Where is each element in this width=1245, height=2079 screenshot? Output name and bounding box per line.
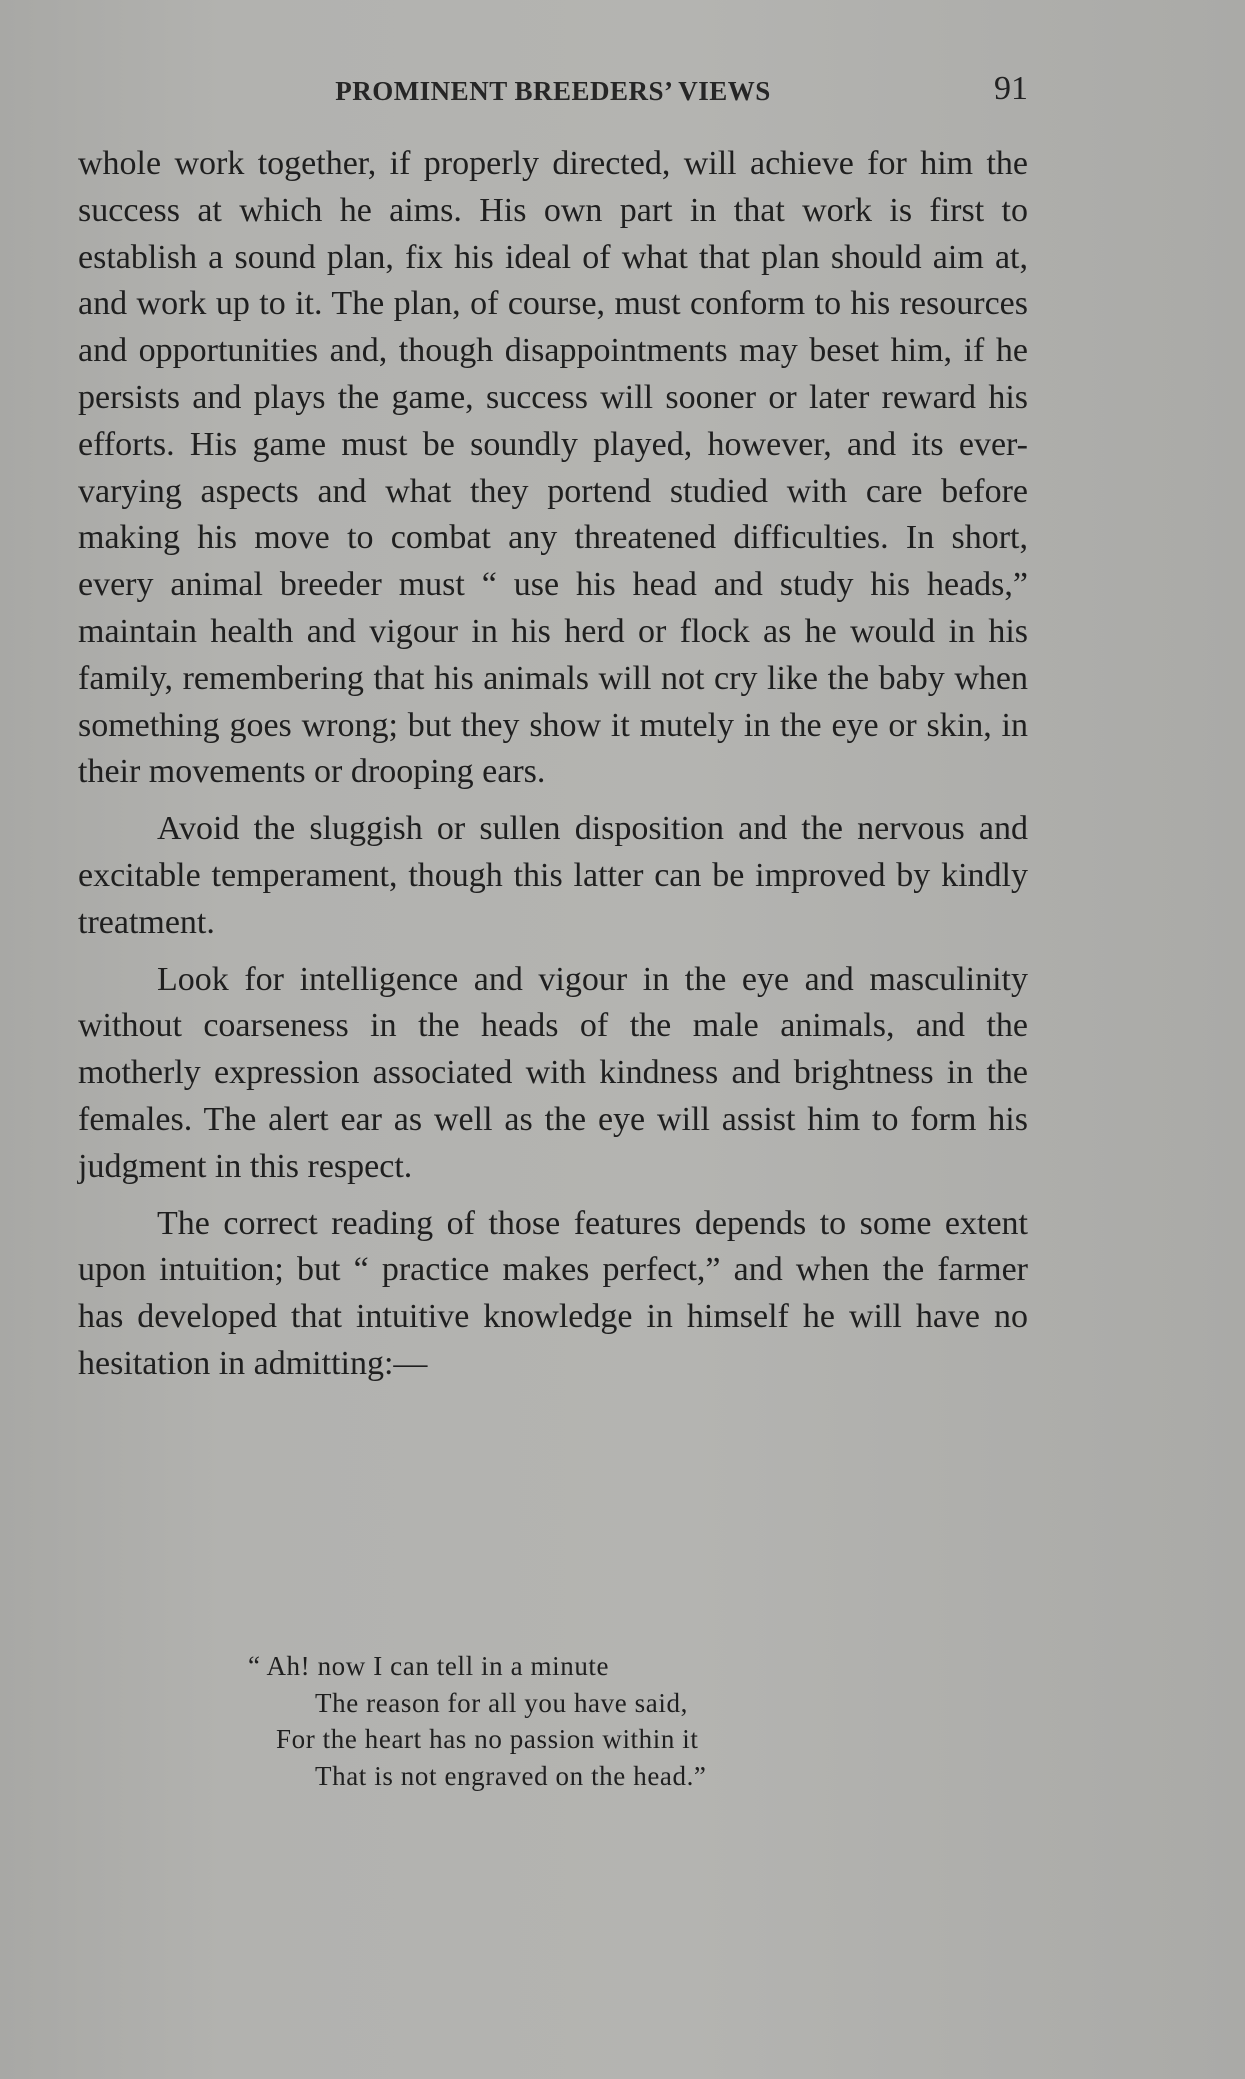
paragraph-disposition: Avoid the sluggish or sullen disposition and the nervous and excitable temperament, though this latter can be improved by kindly treatment. [78, 810, 1028, 941]
verse-line: The reason for all you have said, [315, 1687, 688, 1718]
verse-line: “ Ah! now I can tell in a minute [248, 1651, 610, 1681]
paragraph-continued: whole work together, if properly directed, will achieve for him the success at which he aims. His own part in that work is first to establish a sound plan, fix his ideal of what that plan should aim at, and work up to it. The plan, of course, must conform to his resources and opportunities and, though disappointments may beset him, if he persists and plays the game, success will sooner or later reward his efforts. His game must be soundly played, however, and its ever-varying aspects and what they portend studied with care before making his move to combat any threatened difficulties. In short, every animal breeder must “ use his head and study his heads,” maintain health and vigour in his herd or flock as he would in his family, remembering that his animals will not cry like the baby when something goes wrong; but they show it mutely in the eye or skin, in their movements or drooping ears. [78, 145, 1028, 791]
verse-line: That is not engraved on the head.” [315, 1760, 707, 1791]
running-title: PROMINENT BREEDERS’ VIEWS [335, 76, 771, 106]
body-text [78, 141, 1028, 1388]
running-head [78, 70, 1028, 116]
page-number: 91 [994, 70, 1028, 107]
paragraph-intelligence: Look for intelligence and vigour in the eye and masculinity without coarseness in the heads of the male animals, and the motherly expression associated with kindness and brightness in the females. The alert ear as well as the eye will assist him to form his judgment in this respect. [78, 960, 1028, 1185]
verse-quotation [248, 1648, 948, 1794]
verse-line: For the heart has no passion within it [276, 1724, 699, 1754]
paragraph-intuition: The correct reading of those features depends to some extent upon intuition; but “ practice makes perfect,” and when the farmer has developed that intuitive knowledge in himself he will have no hesitation in admitting:— [78, 1204, 1028, 1382]
